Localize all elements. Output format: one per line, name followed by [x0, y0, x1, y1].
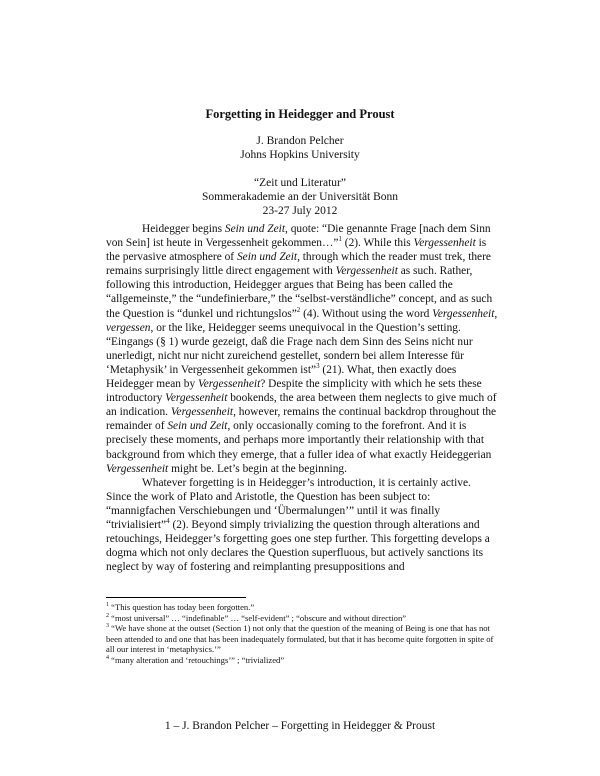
- footnote-2: $^2$ “most universal” … “indefinable” … “self-evident” ; “obscure and without direction”: [106, 612, 407, 623]
- paragraph-1: Heidegger begins Sein und Zeit, quote: “Die genannte Frage [nach dem Sinn von Sein] ist heute in Vergessenheit gekommen…”$^1$ (2). While this Vergessenheit is the pervasive atmosphere of Sein und Zeit, through which the reader must trek, there remains surprisingly little direct engagement with Vergessenheit as such. Rather, following this introduction, Heidegger argues that Being has been called the “allgemeinste,” the “undefinierbare,” the “selbst-verständliche” concept, and as such the Question is “dunkel und richtungslos”$^2$ (4). Without using the word Vergessenheit, vergessen, or the like, Heidegger seems unequivocal in the Question’s setting. “Eingangs (§ 1) wurde gezeigt, daß die Frage nach dem Sinn des Seins nicht nur unerledigt, nicht nur nicht zureichend gestellet, sondern bei allem Interesse für ‘Metaphysik’ in Vergessenheit gekommen ist”$^3$ (21). What, then exactly does Heidegger mean by Vergessenheit? Despite the simplicity with which he sets these introductory Vergessenheit bookends, the area between them neglects to give much of an indication. Vergessenheit, however, remains the continual backdrop throughout the remainder of Sein und Zeit, only occasionally coming to the forefront. And it is precisely these moments, and perhaps more importantly their relationship with that background from which they emerge, that a fuller idea of what exactly Heideggerian Vergessenheit might be. Let’s begin at the beginning.: [106, 223, 498, 475]
- footnote-ref-3[interactable]: 3: [316, 362, 320, 371]
- page-footer: 1 – J. Brandon Pelcher – Forgetting in Heidegger & Proust: [164, 720, 436, 732]
- body-text: [106, 222, 498, 574]
- paper-title: Forgetting in Heidegger and Proust: [205, 107, 395, 121]
- footnote-ref-2[interactable]: 2: [296, 305, 301, 314]
- event-venue: Sommerakademie an der Universität Bonn: [201, 191, 399, 203]
- footnote-4: $^4$ “many alteration and ‘retouchings’” ; “trivialized”: [106, 654, 285, 665]
- paragraph-2: Whatever forgetting is in Heidegger’s introduction, it is certainly active. Since the work of Plato and Aristotle, the Question has been subject to: “mannigfachen Verschiebungen und ‘Übermalungen’” until it was finally “trivialisiert”$^4$ (2). Beyond simply trivializing the question through alterations and retouchings, Heidegger’s forgetting goes one step further. This forgetting develops a dogma which not only declares the Question superfluous, but actively sanctions its neglect by way of fostering and reimplanting presuppositions and: [106, 476, 490, 574]
- event-title: “Zeit und Literatur”: [254, 177, 346, 189]
- footnote-ref-1[interactable]: 1: [338, 235, 342, 244]
- footnote-divider: [106, 597, 246, 598]
- footnote-1: $^1$ “This question has today been forgotten.”: [106, 602, 255, 612]
- footnote-3: $^3$ “We have shone at the outset (Section 1) not only that the question of the meaning of Being is one that has not been attended to and one that has been inadequately formulated, but that it has become quite forgotten in spite of all our interest in ‘metaphysics.’”: [106, 623, 494, 655]
- author-name: J. Brandon Pelcher: [256, 135, 344, 147]
- event-date: 23-27 July 2012: [262, 205, 338, 217]
- footnote-ref-4[interactable]: 4: [166, 517, 170, 526]
- footnotes: [106, 602, 498, 666]
- author-affiliation: Johns Hopkins University: [240, 149, 360, 161]
